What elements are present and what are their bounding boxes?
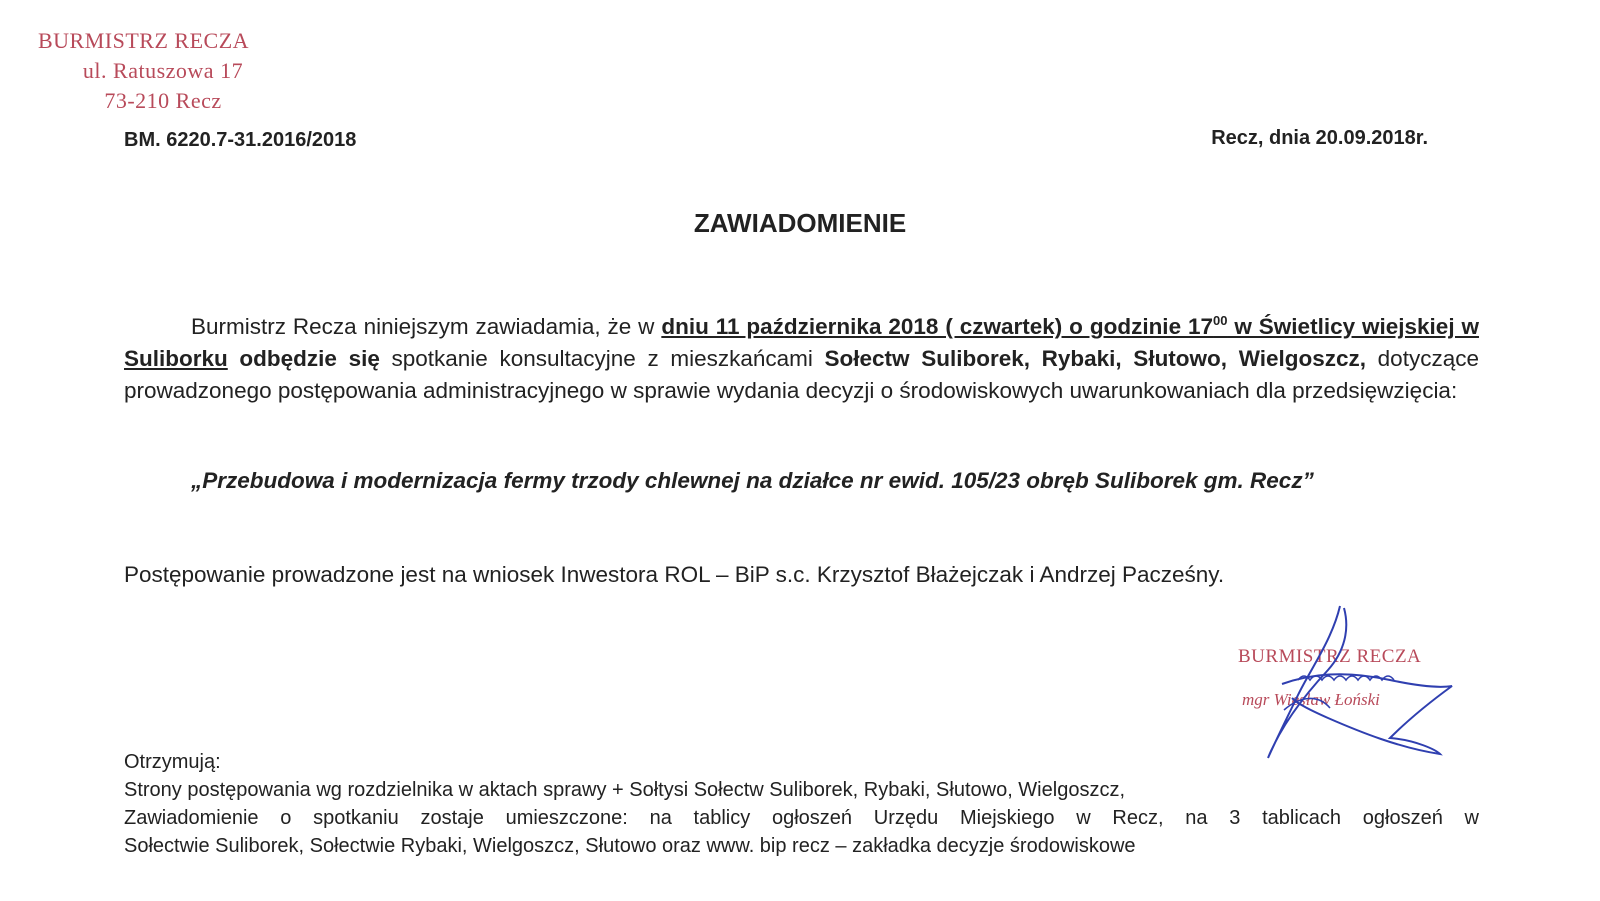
project-name: „Przebudowa i modernizacja fermy trzody chlewnej na działce nr ewid. 105/23 obręb Suliborek gm. Recz” — [191, 468, 1314, 493]
middle-text: spotkanie konsultacyjne z mieszkańcami — [379, 346, 825, 371]
main-paragraph — [124, 311, 1479, 407]
document-date: Recz, dnia 20.09.2018r. — [1211, 127, 1428, 149]
recipients-label: Otrzymują: — [124, 751, 221, 773]
recipients-line-2: Zawiadomienie o spotkaniu zostaje umieszczone: na tablicy ogłoszeń Urzędu Miejskiego w Recz, na 3 tablicach ogłoszeń w — [124, 807, 1479, 829]
stamp-postcode: 73-210 Recz — [104, 88, 222, 113]
villages-list: Sołectw Suliborek, Rybaki, Słutowo, Wielgoszcz, — [824, 346, 1367, 371]
document-title: ZAWIADOMIENIE — [693, 208, 907, 238]
office-stamp — [38, 26, 288, 116]
will-take-place: odbędzie się — [239, 346, 380, 371]
intro-text: Burmistrz Recza niniejszym zawiadamia, że w — [191, 314, 662, 339]
meeting-date: dniu 11 października 2018 ( czwartek) o godzinie $17^{00}$ w Świetlicy wiejskiej w Suliborku — [124, 313, 1479, 371]
meeting-time-superscript: 00 — [1213, 313, 1228, 328]
meeting-location: w Świetlicy wiejskiej w Suliborku — [124, 314, 1479, 371]
recipients-line-1: Strony postępowania wg rozdzielnika w aktach sprawy + Sołtysi Sołectw Suliborek, Rybaki, Słutowo, Wielgoszcz, — [124, 779, 1125, 801]
stamp-street: ul. Ratuszowa 17 — [82, 58, 244, 83]
mayor-stamp-name: mgr Wiesław Łoński — [1242, 690, 1380, 709]
mayor-stamp-title: BURMISTRZ RECZA — [1238, 646, 1422, 667]
rest-text: dotyczące prowadzonego postępowania administracyjnego w sprawie wydania decyzji o środowiskowych uwarunkowaniach dla przedsięwzięcia: — [124, 346, 1479, 403]
investor-paragraph: Postępowanie prowadzone jest na wniosek Inwestora ROL – BiP s.c. Krzysztof Błażejczak i Andrzej Pacześny. — [124, 562, 1225, 587]
reference-number: BM. 6220.7-31.2016/2018 — [124, 129, 357, 151]
stamp-office-name: BURMISTRZ RECZA — [38, 28, 250, 53]
handwritten-signature — [1240, 600, 1470, 770]
recipients-section — [124, 748, 1479, 860]
recipients-line-3: Sołectwie Suliborek, Sołectwie Rybaki, Wielgoszcz, Słutowo oraz www. bip recz – zakładka decyzje środowiskowe — [124, 835, 1136, 857]
